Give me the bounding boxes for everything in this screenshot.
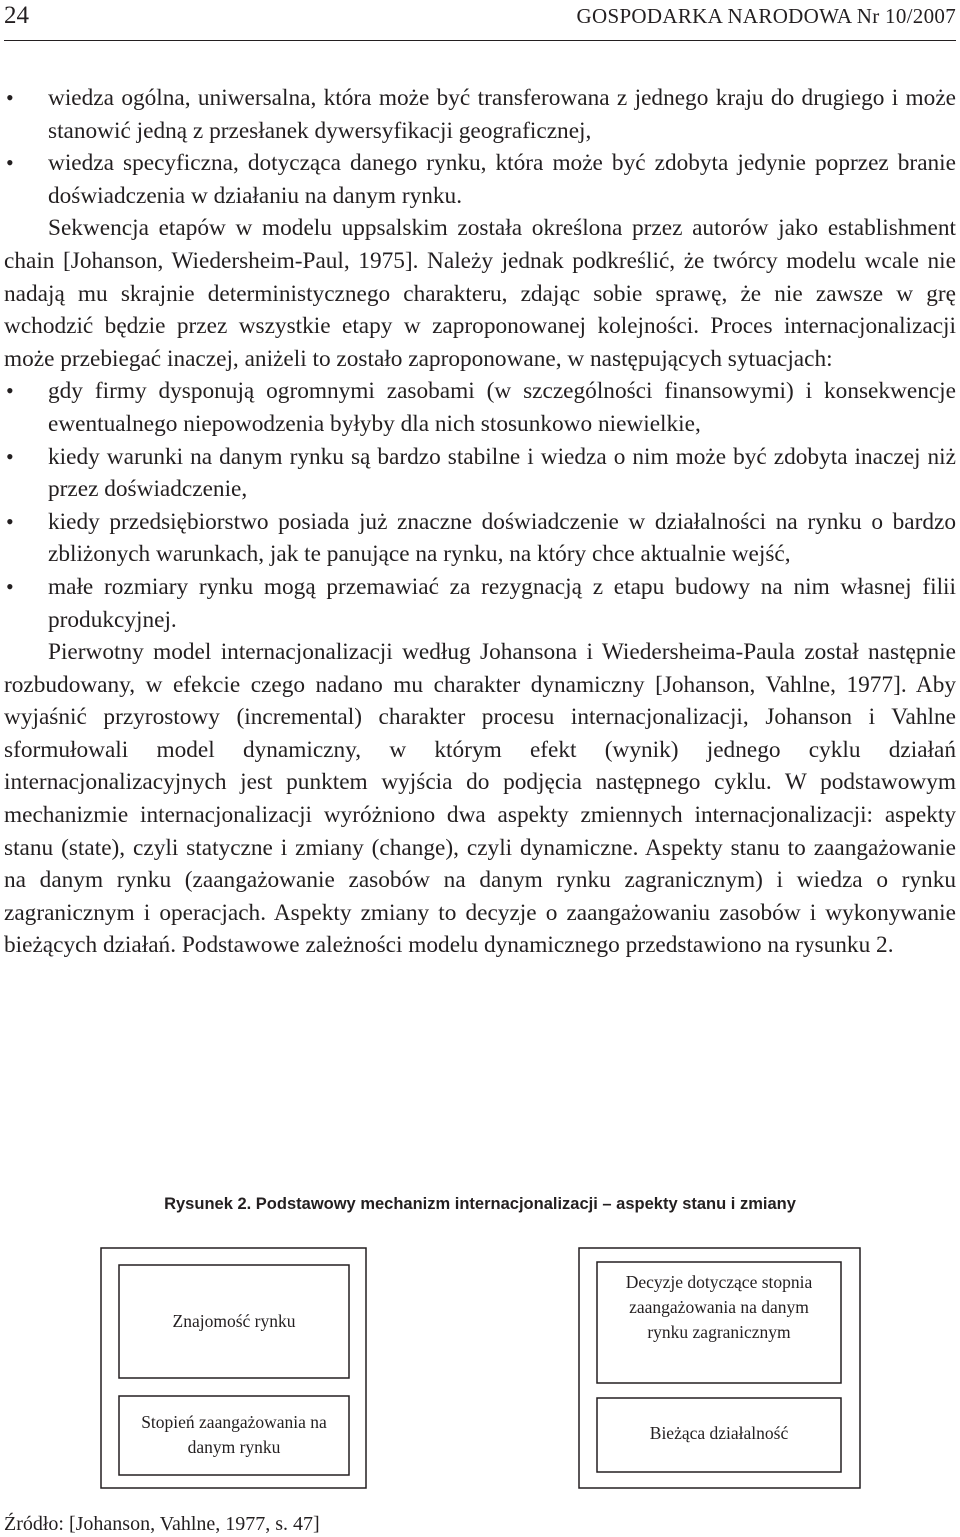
- figure-caption: Rysunek 2. Podstawowy mechanizm internacjonalizacji – aspekty stanu i zmiany: [164, 1195, 796, 1213]
- list-item: • gdy firmy dysponują ogromnymi zasobami (w szczególności finansowymi) i konsekwencje ewentualnego niepowodzenia byłyby dla nich stosunkowo niewielkie,: [4, 375, 956, 440]
- paragraph: Sekwencja etapów w modelu uppsalskim została określona przez autorów jako establishment chain [Johanson, Wiedersheim-Paul, 1975]. Należy jednak podkreślić, że twórcy modelu wcale nie nadają mu skrajnie deterministycznego charakteru, zdając sobie sprawę, że nie zawsze w grę wchodzić będzie przez wszystkie etapy w zaproponowanej kolejności. Proces internacjonalizacji może przebiegać inaczej, aniżeli to zostało zaproponowane, w następujących sytuacjach:: [4, 215, 956, 372]
- journal-title: GOSPODARKA NARODOWA Nr 10/2007: [576, 4, 956, 28]
- page-number: 24: [4, 2, 29, 29]
- box-label-activities: Bieżąca działalność: [649, 1423, 789, 1443]
- figure-source: Źródło: [Johanson, Vahlne, 1977, s. 47]: [4, 1513, 320, 1535]
- list-item: • kiedy przedsiębiorstwo posiada już znaczne doświadczenie w działalności na rynku o bardzo zbliżonych warunkach, jak te panujące na rynku, na który chce aktualnie wejść,: [4, 506, 956, 571]
- page-header: [4, 0, 956, 41]
- list-item: • małe rozmiary rynku mogą przemawiać za rezygnacją z etapu budowy na nim własnej filii produkcyjnej.: [4, 571, 956, 636]
- article-body: [4, 82, 956, 962]
- box-label-commitment: Stopień zaangażowania na danym rynku: [141, 1412, 327, 1457]
- list-item: • wiedza ogólna, uniwersalna, która może być transferowana z jednego kraju do drugiego i może stanowić jedną z przesłanek dywersyfikacji geograficznej,: [4, 82, 956, 147]
- paragraph: Pierwotny model internacjonalizacji według Johansona i Wiedersheima-Paula został następnie rozbudowany, w efekcie czego nadano mu charakter dynamiczny [Johanson, Vahlne, 1977]. Aby wyjaśnić przyrostowy (incremental) charakter procesu internacjonalizacji, Johanson i Vahlne sformułowali model dynamiczny, w którym efekt (wynik) jednego cyklu działań internacjonalizacyjnych jest punktem wyjścia do podjęcia następnego cyklu. W podstawowym mechanizmie internacjonalizacji wyróżniono dwa aspekty zmiennych internacjonalizacji: aspekty stanu (state), czyli statyczne i zmiany (change), czyli dynamiczne. Aspekty stanu to zaangażowanie na danym rynku (zaangażowanie zasobów na danym rynku zagranicznym) i wiedza o rynku zagranicznym i operacjach. Aspekty zmiany to decyzje o zaangażowaniu zasobów i wykonywanie bieżących działań. Podstawowe zależności modelu dynamicznego przedstawiono na rysunku 2.: [4, 639, 956, 959]
- box-label-decisions: Decyzje dotyczące stopnia zaangażowania na danym rynku zagranicznym: [625, 1272, 813, 1342]
- list-item: • kiedy warunki na danym rynku są bardzo stabilne i wiedza o nim może być zdobyta inaczej niż przez doświadczenie,: [4, 441, 956, 506]
- list-item: • wiedza specyficzna, dotycząca danego rynku, która może być zdobyta jedynie poprzez branie doświadczenia w działaniu na danym rynku.: [4, 147, 956, 212]
- box-label-knowledge: Znajomość rynku: [172, 1311, 296, 1331]
